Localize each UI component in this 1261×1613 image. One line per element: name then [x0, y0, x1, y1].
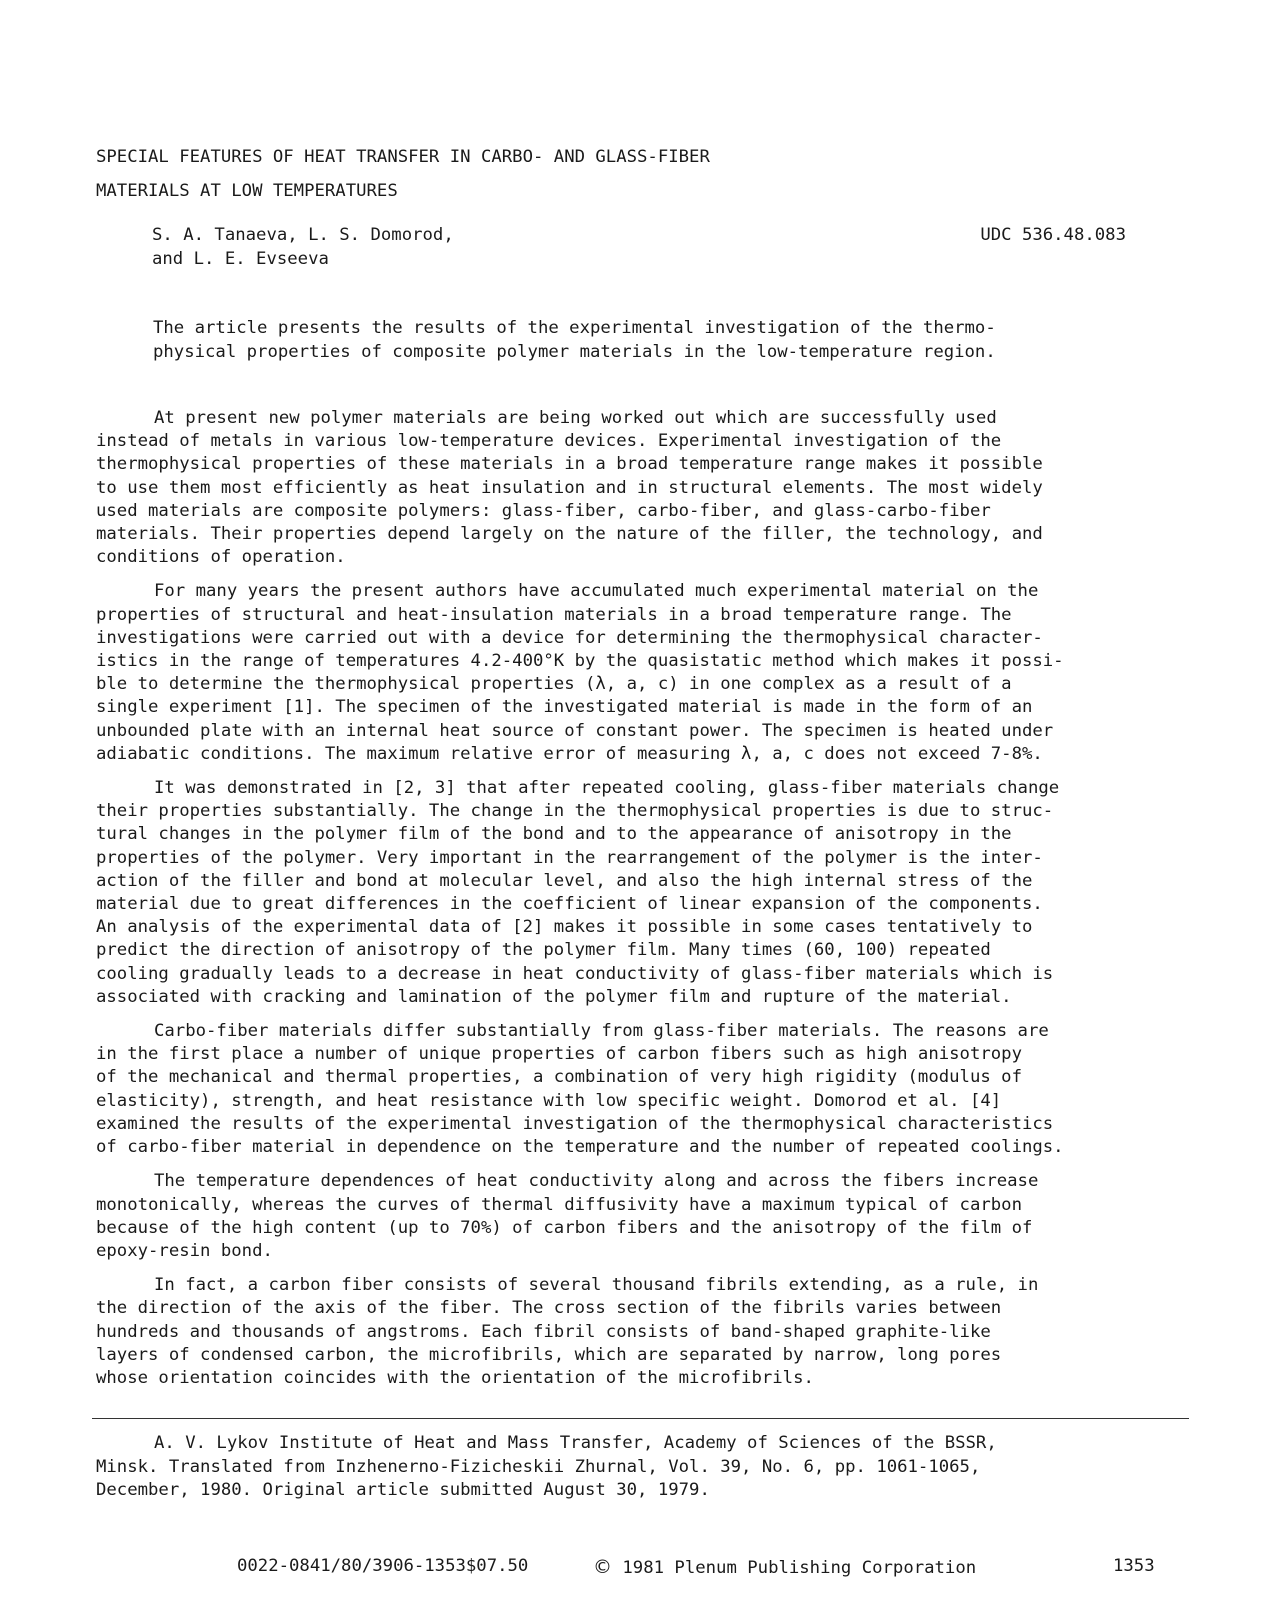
body-line: elasticity), strength, and heat resistance with low specific weight. Domorod et al. [4] — [96, 1090, 1002, 1111]
issn-code: 0022-0841/80/3906-1353$07.50 — [237, 1556, 529, 1576]
body-line: In fact, a carbon fiber consists of several thousand fibrils extending, as a rule, in — [154, 1275, 1039, 1296]
body-line: associated with cracking and lamination of the polymer film and rupture of the material. — [96, 986, 1012, 1007]
abstract — [153, 316, 1143, 364]
body-line: because of the high content (up to 70%) of carbon fibers and the anisotropy of the film of — [96, 1217, 1033, 1238]
body-line: The temperature dependences of heat conductivity along and across the fibers increase — [154, 1171, 1039, 1192]
body-line: thermophysical properties of these materials in a broad temperature range makes it possible — [96, 454, 1043, 475]
body-paragraph — [96, 407, 1176, 569]
body-paragraph — [96, 1020, 1176, 1159]
authors-line: S. A. Tanaeva, L. S. Domorod, — [152, 225, 454, 245]
body-line: action of the filler and bond at molecular level, and also the high internal stress of the — [96, 870, 1033, 891]
body-line: of the mechanical and thermal properties, a combination of very high rigidity (modulus of — [96, 1067, 1022, 1088]
affiliation-line: Minsk. Translated from Inzhenerno-Fizicheskii Zhurnal, Vol. 39, No. 6, pp. 1061-1065, — [96, 1456, 981, 1477]
affiliation-line: December, 1980. Original article submitted August 30, 1979. — [96, 1480, 710, 1500]
title-line: MATERIALS AT LOW TEMPERATURES — [96, 181, 398, 201]
abstract-line: physical properties of composite polymer materials in the low-temperature region. — [153, 342, 996, 362]
body-line: single experiment [1]. The specimen of the investigated material is made in the form of an — [96, 697, 1033, 718]
copyright-notice — [593, 1556, 976, 1578]
body-line: whose orientation coincides with the orientation of the microfibrils. — [96, 1367, 814, 1388]
body-line: istics in the range of temperatures 4.2-400°K by the quasistatic method which makes it possi- — [96, 651, 1064, 672]
body-line: For many years the present authors have accumulated much experimental material on the — [154, 581, 1039, 602]
body-line: tural changes in the polymer film of the bond and to the appearance of anisotropy in the — [96, 824, 1012, 845]
body-line: adiabatic conditions. The maximum relative error of measuring λ, a, c does not exceed 7-8%. — [96, 743, 1043, 764]
affiliation-footnote — [96, 1432, 1176, 1503]
body-line: to use them most efficiently as heat insulation and in structural elements. The most widely — [96, 477, 1043, 498]
copyright-text: 1981 Plenum Publishing Corporation — [622, 1558, 977, 1578]
body-line: predict the direction of anisotropy of the polymer film. Many times (60, 100) repeated — [96, 940, 991, 961]
authors-line: and L. E. Evseeva — [152, 249, 329, 269]
body-paragraph — [96, 1274, 1176, 1390]
body-line: At present new polymer materials are being worked out which are successfully used — [154, 408, 997, 428]
title-line: SPECIAL FEATURES OF HEAT TRANSFER IN CARBO- AND GLASS-FIBER — [96, 147, 710, 167]
body-line: used materials are composite polymers: glass-fiber, carbo-fiber, and glass-carbo-fiber — [96, 500, 991, 521]
body-line: material due to great differences in the coefficient of linear expansion of the components. — [96, 894, 1043, 915]
footnote-divider — [92, 1418, 1189, 1419]
body-line: epoxy-resin bond. — [96, 1240, 273, 1261]
body-line: monotonically, whereas the curves of thermal diffusivity have a maximum typical of carbon — [96, 1194, 1022, 1215]
abstract-line: The article presents the results of the experimental investigation of the thermo- — [153, 318, 996, 338]
body-line: An analysis of the experimental data of [2] makes it possible in some cases tentatively to — [96, 917, 1033, 938]
body-line: conditions of operation. — [96, 547, 346, 568]
body-line: unbounded plate with an internal heat source of constant power. The specimen is heated under — [96, 720, 1054, 741]
body-line: Carbo-fiber materials differ substantially from glass-fiber materials. The reasons are — [154, 1021, 1049, 1042]
authors — [152, 223, 454, 271]
body-line: hundreds and thousands of angstroms. Each fibril consists of band-shaped graphite-like — [96, 1321, 991, 1342]
article-title — [96, 140, 1096, 208]
affiliation-line: A. V. Lykov Institute of Heat and Mass Transfer, Academy of Sciences of the BSSR, — [154, 1433, 997, 1453]
body-line: in the first place a number of unique properties of carbon fibers such as high anisotropy — [96, 1044, 1022, 1065]
body-line: ble to determine the thermophysical properties (λ, a, c) in one complex as a result of a — [96, 674, 1012, 695]
body-line: examined the results of the experimental investigation of the thermophysical characteristics — [96, 1113, 1054, 1134]
page-number: 1353 — [1113, 1556, 1155, 1576]
body-line: instead of metals in various low-temperature devices. Experimental investigation of the — [96, 431, 1002, 452]
copyright-symbol: © — [593, 1556, 612, 1578]
body-paragraph — [96, 1170, 1176, 1263]
body-paragraph — [96, 777, 1176, 1009]
page-footer — [0, 1556, 1261, 1584]
body-line: their properties substantially. The change in the thermophysical properties is due to struc- — [96, 801, 1054, 822]
body-line: materials. Their properties depend largely on the nature of the filler, the technology, and — [96, 524, 1043, 545]
body-line: investigations were carried out with a device for determining the thermophysical character- — [96, 627, 1043, 648]
body-line: of carbo-fiber material in dependence on the temperature and the number of repeated coolings. — [96, 1137, 1064, 1158]
body-line: It was demonstrated in [2, 3] that after repeated cooling, glass-fiber materials change — [154, 778, 1060, 799]
body-paragraph — [96, 580, 1176, 766]
body-line: the direction of the axis of the fiber. The cross section of the fibrils varies between — [96, 1298, 1002, 1319]
article-body — [96, 407, 1176, 1401]
body-line: cooling gradually leads to a decrease in heat conductivity of glass-fiber materials which is — [96, 963, 1054, 984]
body-line: properties of structural and heat-insulation materials in a broad temperature range. The — [96, 604, 1012, 625]
body-line: properties of the polymer. Very important in the rearrangement of the polymer is the inter- — [96, 847, 1043, 868]
udc-code: UDC 536.48.083 — [980, 225, 1126, 245]
body-line: layers of condensed carbon, the microfibrils, which are separated by narrow, long pores — [96, 1344, 1002, 1365]
